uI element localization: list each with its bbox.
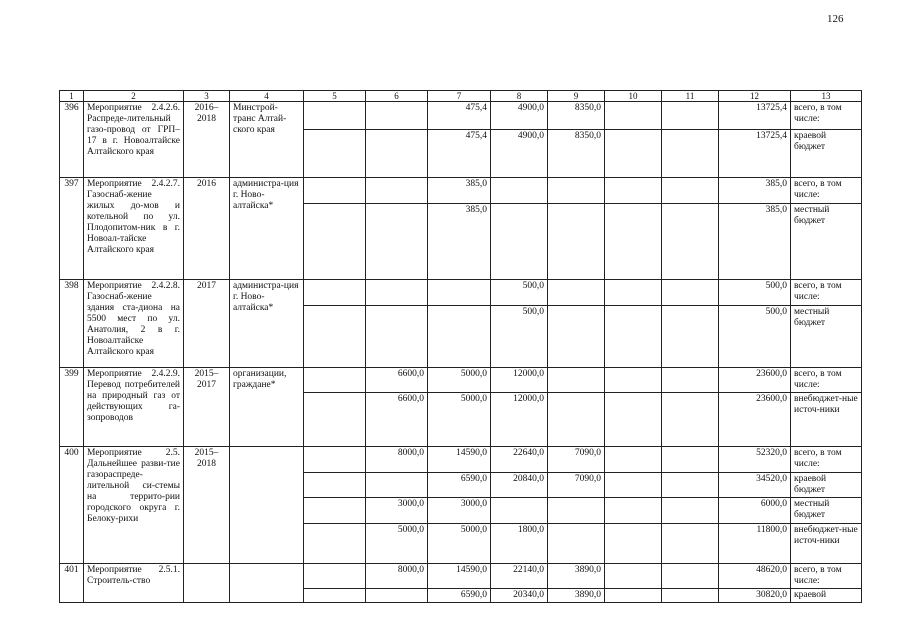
value-c7: 6590,0 <box>428 473 491 498</box>
value-c5 <box>304 280 366 306</box>
value-c9 <box>548 306 605 368</box>
value-c9 <box>548 204 605 280</box>
period: 2016 <box>184 178 230 280</box>
table-row <box>60 178 862 204</box>
header-row <box>60 91 862 102</box>
value-c6 <box>366 280 428 306</box>
value-c7 <box>428 280 491 306</box>
value-c7: 5000,0 <box>428 524 491 564</box>
value-c7: 475,4 <box>428 130 491 178</box>
value-c8: 22140,0 <box>491 564 548 589</box>
column-header-8: 8 <box>491 91 548 102</box>
value-c5 <box>304 178 366 204</box>
funding-source: всего, в том числе: <box>791 102 862 130</box>
value-c9: 8350,0 <box>548 102 605 130</box>
measure-name: Мероприятие 2.5. Дальнейшее разви-тие газораспреде-лительной си-стемы на террито-рии городского округа г. Белоку-рихи <box>84 447 184 564</box>
executor: организации, граждане* <box>230 368 304 447</box>
value-c6: 5000,0 <box>366 524 428 564</box>
value-c12: 34520,0 <box>719 473 791 498</box>
value-c6: 8000,0 <box>366 564 428 589</box>
row-id: 397 <box>60 178 84 280</box>
value-c7: 5000,0 <box>428 393 491 447</box>
value-c5 <box>304 524 366 564</box>
value-c5 <box>304 473 366 498</box>
value-c6: 3000,0 <box>366 498 428 524</box>
value-c11 <box>662 498 719 524</box>
value-c11 <box>662 204 719 280</box>
value-c5 <box>304 204 366 280</box>
value-c7 <box>428 306 491 368</box>
funding-source: всего, в том числе: <box>791 368 862 393</box>
value-c8: 1800,0 <box>491 524 548 564</box>
value-c7: 3000,0 <box>428 498 491 524</box>
period: 2016–2018 <box>184 102 230 178</box>
value-c9: 7090,0 <box>548 473 605 498</box>
executor <box>230 447 304 564</box>
row-id: 396 <box>60 102 84 178</box>
value-c6 <box>366 589 428 603</box>
measure-name: Мероприятие 2.4.2.6. Распреде-лительный газо-провод от ГРП–17 в г. Новоалтайске Алтайского края <box>84 102 184 178</box>
value-c11 <box>662 589 719 603</box>
value-c11 <box>662 280 719 306</box>
table-row <box>60 280 862 306</box>
value-c11 <box>662 306 719 368</box>
column-header-12: 12 <box>719 91 791 102</box>
value-c6 <box>366 130 428 178</box>
value-c8 <box>491 178 548 204</box>
value-c8: 12000,0 <box>491 368 548 393</box>
value-c12: 385,0 <box>719 178 791 204</box>
value-c10 <box>605 524 662 564</box>
value-c10 <box>605 130 662 178</box>
value-c9 <box>548 393 605 447</box>
row-id: 401 <box>60 564 84 603</box>
value-c8: 20840,0 <box>491 473 548 498</box>
funding-source: внебюджет-ные источ-ники <box>791 393 862 447</box>
value-c8 <box>491 204 548 280</box>
value-c8: 12000,0 <box>491 393 548 447</box>
table-row <box>60 368 862 393</box>
table-row <box>60 564 862 589</box>
executor: администра-ция г. Ново-алтайска* <box>230 178 304 280</box>
value-c12: 385,0 <box>719 204 791 280</box>
table-row <box>60 102 862 130</box>
value-c12: 500,0 <box>719 280 791 306</box>
value-c9: 3890,0 <box>548 589 605 603</box>
row-id: 400 <box>60 447 84 564</box>
value-c11 <box>662 178 719 204</box>
column-header-10: 10 <box>605 91 662 102</box>
period <box>184 564 230 603</box>
value-c12: 23600,0 <box>719 368 791 393</box>
column-header-9: 9 <box>548 91 605 102</box>
funding-source: всего, в том числе: <box>791 564 862 589</box>
value-c5 <box>304 306 366 368</box>
funding-source: всего, в том числе: <box>791 178 862 204</box>
value-c6: 6600,0 <box>366 368 428 393</box>
value-c11 <box>662 473 719 498</box>
funding-source: краевой бюджет <box>791 130 862 178</box>
column-header-1: 1 <box>60 91 84 102</box>
value-c10 <box>605 280 662 306</box>
value-c9 <box>548 368 605 393</box>
funding-source: местный бюджет <box>791 306 862 368</box>
value-c6 <box>366 178 428 204</box>
value-c8: 500,0 <box>491 280 548 306</box>
value-c10 <box>605 178 662 204</box>
period: 2015–2018 <box>184 447 230 564</box>
value-c11 <box>662 564 719 589</box>
column-header-6: 6 <box>366 91 428 102</box>
value-c5 <box>304 102 366 130</box>
period: 2015–2017 <box>184 368 230 447</box>
value-c7: 385,0 <box>428 204 491 280</box>
value-c9: 8350,0 <box>548 130 605 178</box>
value-c12: 11800,0 <box>719 524 791 564</box>
funding-source: местный бюджет <box>791 204 862 280</box>
executor: администра-ция г. Ново-алтайска* <box>230 280 304 368</box>
value-c8: 4900,0 <box>491 102 548 130</box>
value-c12: 500,0 <box>719 306 791 368</box>
value-c7: 14590,0 <box>428 447 491 473</box>
column-header-13: 13 <box>791 91 862 102</box>
value-c8: 22640,0 <box>491 447 548 473</box>
column-header-11: 11 <box>662 91 719 102</box>
measure-name: Мероприятие 2.4.2.7. Газоснаб-жение жилых до-мов и котельной по ул. Плодопитом-ник в г. Новоал-тайске Алтайского края <box>84 178 184 280</box>
value-c5 <box>304 130 366 178</box>
measure-name: Мероприятие 2.4.2.9. Перевод потребителей на природный газ от действующих га-зопроводов <box>84 368 184 447</box>
value-c11 <box>662 447 719 473</box>
value-c12: 13725,4 <box>719 130 791 178</box>
value-c12: 23600,0 <box>719 393 791 447</box>
value-c11 <box>662 130 719 178</box>
value-c10 <box>605 393 662 447</box>
table-row <box>60 447 862 473</box>
value-c7: 385,0 <box>428 178 491 204</box>
value-c6 <box>366 204 428 280</box>
value-c5 <box>304 498 366 524</box>
value-c9 <box>548 498 605 524</box>
measure-name: Мероприятие 2.4.2.8. Газоснаб-жение здания ста-диона на 5500 мест по ул. Анатолия, 2 в г. Новоалтайске Алтайского края <box>84 280 184 368</box>
row-id: 398 <box>60 280 84 368</box>
value-c11 <box>662 368 719 393</box>
period: 2017 <box>184 280 230 368</box>
value-c5 <box>304 393 366 447</box>
value-c9 <box>548 280 605 306</box>
value-c5 <box>304 564 366 589</box>
page-number: 126 <box>827 13 844 25</box>
funding-source: всего, в том числе: <box>791 280 862 306</box>
value-c6: 6600,0 <box>366 393 428 447</box>
value-c10 <box>605 473 662 498</box>
value-c7: 5000,0 <box>428 368 491 393</box>
value-c10 <box>605 447 662 473</box>
funding-source: краевой бюджет <box>791 473 862 498</box>
value-c12: 48620,0 <box>719 564 791 589</box>
row-id: 399 <box>60 368 84 447</box>
column-header-3: 3 <box>184 91 230 102</box>
value-c9 <box>548 524 605 564</box>
value-c10 <box>605 589 662 603</box>
value-c12: 30820,0 <box>719 589 791 603</box>
value-c10 <box>605 204 662 280</box>
value-c8: 20340,0 <box>491 589 548 603</box>
value-c11 <box>662 102 719 130</box>
value-c11 <box>662 524 719 564</box>
value-c5 <box>304 589 366 603</box>
column-header-4: 4 <box>230 91 304 102</box>
value-c9: 3890,0 <box>548 564 605 589</box>
value-c7: 475,4 <box>428 102 491 130</box>
value-c7: 6590,0 <box>428 589 491 603</box>
value-c8 <box>491 498 548 524</box>
executor: Минстрой-транс Алтай-ского края <box>230 102 304 178</box>
value-c6 <box>366 473 428 498</box>
funding-source: местный бюджет <box>791 498 862 524</box>
value-c10 <box>605 564 662 589</box>
program-table <box>59 90 862 603</box>
value-c10 <box>605 306 662 368</box>
value-c10 <box>605 368 662 393</box>
column-header-5: 5 <box>304 91 366 102</box>
value-c6: 8000,0 <box>366 447 428 473</box>
value-c6 <box>366 102 428 130</box>
value-c12: 52320,0 <box>719 447 791 473</box>
value-c5 <box>304 368 366 393</box>
value-c12: 13725,4 <box>719 102 791 130</box>
value-c12: 6000,0 <box>719 498 791 524</box>
column-header-7: 7 <box>428 91 491 102</box>
value-c8: 500,0 <box>491 306 548 368</box>
value-c10 <box>605 102 662 130</box>
value-c11 <box>662 393 719 447</box>
funding-source: внебюджет-ные источ-ники <box>791 524 862 564</box>
funding-source: краевой <box>791 589 862 603</box>
executor <box>230 564 304 603</box>
funding-source: всего, в том числе: <box>791 447 862 473</box>
value-c5 <box>304 447 366 473</box>
measure-name: Мероприятие 2.5.1. Строитель-ство <box>84 564 184 603</box>
value-c6 <box>366 306 428 368</box>
value-c8: 4900,0 <box>491 130 548 178</box>
value-c7: 14590,0 <box>428 564 491 589</box>
value-c9: 7090,0 <box>548 447 605 473</box>
column-header-2: 2 <box>84 91 184 102</box>
value-c10 <box>605 498 662 524</box>
value-c9 <box>548 178 605 204</box>
